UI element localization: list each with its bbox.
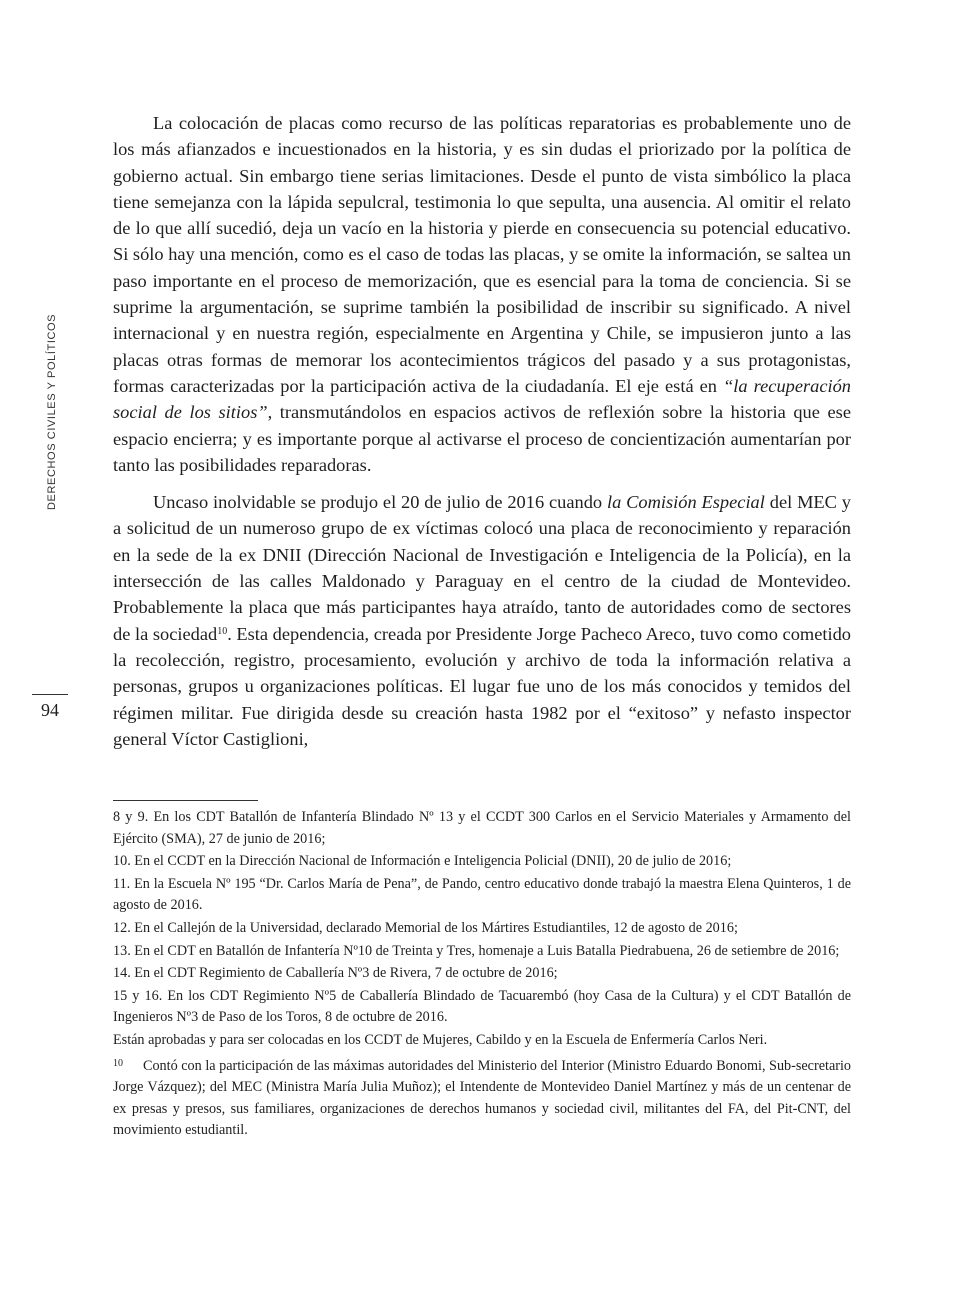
footnote-item: 8 y 9. En los CDT Batallón de Infantería Blindado Nº 13 y el CCDT 300 Carlos en el Servicio Materiales y Armamento del Ejército (SMA), 27 de junio de 2016; bbox=[113, 809, 851, 847]
paragraph-text: Uncaso inolvidable se produjo el 20 de julio de 2016 cuando bbox=[153, 492, 607, 513]
footnote-item: 15 y 16. En los CDT Regimiento Nº5 de Caballería Blindado de Tacuarembó (hoy Casa de la Cultura) y el CDT Batallón de Ingenieros Nº3 de Paso de los Toros, 8 de octubre de 2016. bbox=[113, 987, 851, 1026]
footnotes bbox=[113, 807, 851, 1143]
page-number-rule bbox=[32, 694, 68, 695]
paragraph-text: , transmutándolos en espacios activos de reflexión sobre la historia que ese espacio encierra; y es importante porque al activarse el proceso de concientización aumentarían por tanto las posibilidades reparadoras. bbox=[113, 402, 851, 475]
footnote-reference-10[interactable]: 10 bbox=[217, 625, 228, 637]
footnote-item: 12. En el Callejón de la Universidad, declarado Memorial de los Mártires Estudiantiles, 12 de agosto de 2016; bbox=[113, 919, 738, 936]
footnote-item: Están aprobadas y para ser colocadas en los CCDT de Mujeres, Cabildo y en la Escuela de Enfermería Carlos Neri. bbox=[113, 1031, 768, 1048]
section-side-label: DERECHOS CIVILES Y POLÍTICOS bbox=[46, 313, 58, 510]
paragraph-text: . Esta dependencia, creada por Presidente Jorge Pacheco Areco, tuvo como cometido la recolección, registro, procesamiento, evolución y archivo de toda la información relativa a personas, grupos u organizaciones políticas. El lugar fue uno de los más conocidos y temidos del régimen militar. Fue dirigida desde su creación hasta 1982 por el “exitoso” y nefasto inspector general Víctor Castiglioni, bbox=[113, 623, 851, 749]
footnote-separator bbox=[113, 800, 258, 801]
footnote-10 bbox=[113, 1053, 851, 1142]
footnote-item: 10. En el CCDT en la Dirección Nacional de Información e Inteligencia Policial (DNII), 20 de julio de 2016; bbox=[113, 853, 732, 870]
page-number: 94 bbox=[41, 700, 59, 720]
paragraph-text: del MEC y a solicitud de un numeroso grupo de ex víctimas colocó una placa de reconocimiento y reparación en la sede de la ex DNII (Dirección Nacional de Investigación e Inteligencia de la Policía), en la intersección de las calles Maldonado y Paraguay en el centro de la ciudad de Montevideo. Probablemente la placa que más participantes haya atraído, tanto de autoridades como de sectores de la sociedad bbox=[113, 492, 852, 644]
paragraph-dnii bbox=[113, 489, 851, 752]
footnote-item: 14. En el CDT Regimiento de Caballería Nº3 de Rivera, 7 de octubre de 2016; bbox=[113, 965, 558, 982]
body-text bbox=[113, 110, 851, 752]
footnote-text: Contó con la participación de las máximas autoridades del Ministerio del Interior (Ministro Eduardo Bonomi, Sub-secretario Jorge Vázquez); del MEC (Ministra María Julia Muñoz); el Intendente de Montevideo Daniel Martínez y más de un centenar de ex presas y presos, sus familiares, organizaciones de derechos humanos y sociedad civil, militantes del FA, del Pit-CNT, del movimiento estudiantil. bbox=[113, 1057, 851, 1139]
italic-term: la Comisión Especial bbox=[606, 492, 765, 513]
paragraph-text: La colocación de placas como recurso de las políticas reparatorias es probablemente uno de los más afianzados e incuestionados en la historia, y es sin dudas el priorizado por la política de gobierno actual. Sin embargo tiene serias limitaciones. Desde el punto de vista simbólico la placa tiene semejanza con la lápida sepulcral, testimonia lo que sepulta, una ausencia. Al omitir el relato de lo que allí sucedió, deja un vacío en la historia y pierde en consecuencia su potencial educativo. Si sólo hay una mención, como es el caso de todas las placas, y se omite la información, se saltea un paso importante en el proceso de memorización, que es esencial para la toma de conciencia. Si se suprime la argumentación, se suprime también la posibilidad de inscribir su significado. A nivel internacional y en nuestra región, especialmente en Argentina y Chile, se impusieron junto a las placas otras formas de memorar los acontecimientos trágicos del pasado y a sus protagonistas, formas caracterizadas por la participación activa de la ciudadanía. El eje está en bbox=[113, 113, 851, 396]
footnote-item: 13. En el CDT en Batallón de Infantería Nº10 de Treinta y Tres, homenaje a Luis Batalla Piedrabuena, 26 de setiembre de 2016; bbox=[113, 942, 840, 959]
paragraph-placas bbox=[113, 110, 851, 478]
italic-quote: “la recuperación social de los sitios” bbox=[113, 375, 852, 423]
footnote-item: 11. En la Escuela Nº 195 “Dr. Carlos María de Pena”, de Pando, centro educativo donde trabajó la maestra Elena Quinteros, 1 de agosto de 2016. bbox=[113, 875, 851, 914]
footnote-marker: 10 bbox=[113, 1057, 123, 1069]
